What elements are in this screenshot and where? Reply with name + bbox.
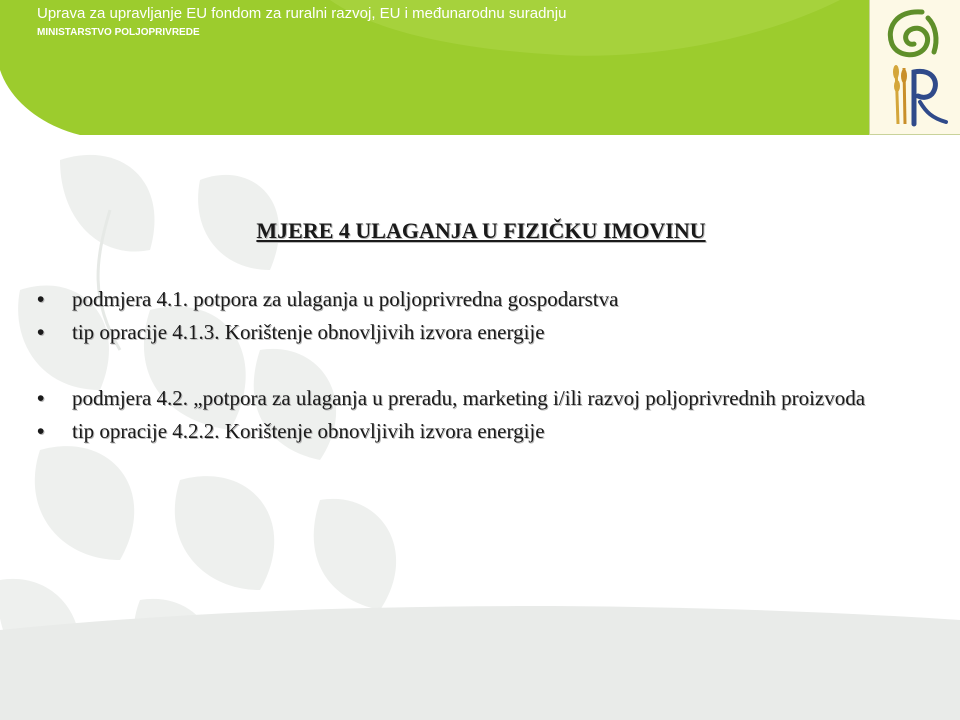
bullet-list <box>37 288 925 443</box>
page-title: MJERE 4 ULAGANJA U FIZIČKU IMOVINU <box>256 218 706 243</box>
list-item <box>37 321 925 344</box>
logo <box>869 0 960 135</box>
list-item-text: podmjera 4.2. „potpora za ulaganja u preradu, marketing i/ili razvoj poljoprivrednih proizvoda <box>72 386 866 410</box>
bottom-band <box>0 600 960 720</box>
header-subtitle: MINISTARSTVO POLJOPRIVREDE <box>37 27 200 38</box>
list-item-text: podmjera 4.1. potpora za ulaganja u poljoprivredna gospodarstva <box>72 287 619 311</box>
bullet-icon: • <box>37 387 45 410</box>
ruralni-razvoj-logo-icon <box>876 6 954 128</box>
list-item <box>37 387 925 410</box>
bullet-icon: • <box>37 420 45 443</box>
list-item <box>37 420 925 443</box>
list-item-text: tip opracije 4.1.3. Korištenje obnovljivih izvora energije <box>72 320 545 344</box>
bullet-icon: • <box>37 288 45 311</box>
list-item <box>37 288 925 311</box>
list-item-text: tip opracije 4.2.2. Korištenje obnovljivih izvora energije <box>72 419 545 443</box>
header-title: Uprava za upravljanje EU fondom za ruralni razvoj, EU i međunarodnu suradnju <box>37 5 567 22</box>
bullet-icon: • <box>37 321 45 344</box>
header <box>0 0 960 140</box>
